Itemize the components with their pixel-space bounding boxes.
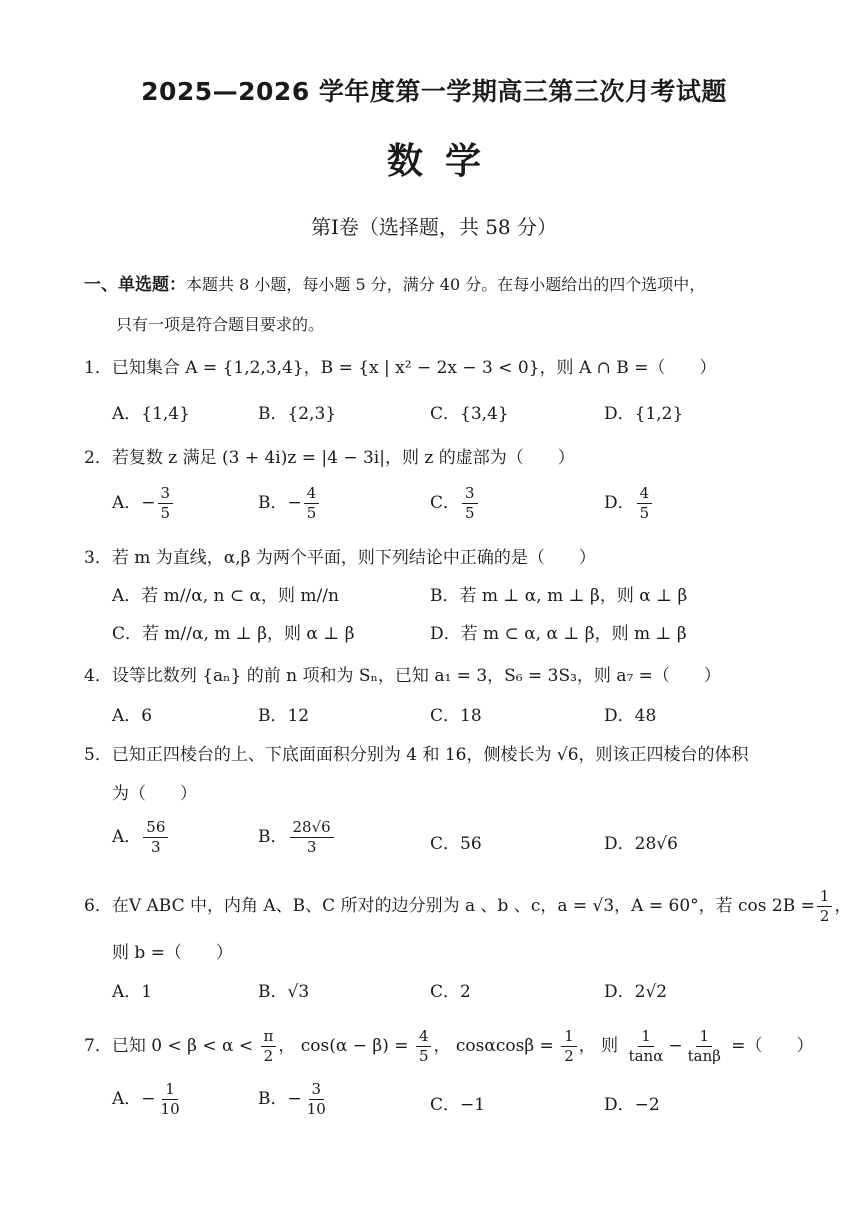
section-intro-2: 只有一项是符合题目要求的。: [116, 315, 325, 334]
numerator: 28√6: [290, 818, 334, 838]
denominator: 5: [160, 504, 171, 522]
question-number: 2．: [84, 448, 112, 468]
q5-stem-line2: 为（ ）: [112, 784, 197, 804]
option-label: C．: [430, 493, 461, 513]
q6-option-c: C．2: [430, 982, 471, 1002]
question-number: 3．: [84, 548, 112, 568]
q1-option-c: C．{3,4}: [430, 404, 509, 424]
numerator: 56: [143, 818, 168, 838]
subject-title: 数学: [386, 141, 503, 182]
q6-stem-line2: 则 b =（ ）: [112, 943, 233, 963]
q2-option-c: [430, 484, 480, 523]
part-title-text: 第Ⅰ卷（选择题，共 58 分）: [310, 215, 558, 239]
q5-option-b: [258, 818, 336, 857]
question-number: 4．: [84, 666, 112, 686]
numerator: 1: [561, 1027, 577, 1047]
q3-option-a: A．若 m//α, n ⊂ α，则 m//n: [112, 586, 339, 606]
q2-option-a: [112, 484, 175, 523]
q3-option-d: D．若 m ⊂ α, α ⊥ β，则 m ⊥ β: [430, 624, 687, 644]
fraction: [561, 1027, 577, 1066]
question-stem: 已知正四棱台的上、下底面面积分别为 4 和 16，侧棱长为 √6，则该正四棱台的体积: [111, 745, 749, 765]
q2-option-d: [604, 484, 654, 523]
denominator: 5: [418, 1047, 429, 1065]
fraction: [143, 818, 168, 857]
q1-option-a: A．{1,4}: [112, 404, 190, 424]
part-title: [0, 211, 868, 240]
section-intro-1: 本题共 8 小题，每小题 5 分，满分 40 分。在每小题给出的四个选项中，: [186, 275, 706, 294]
question-stem: 已知 0 < β < α <: [111, 1036, 254, 1056]
denominator: 2: [263, 1047, 274, 1065]
question-2: [84, 443, 575, 468]
q7-option-a: [112, 1080, 185, 1119]
question-7: 7．已知 0 < β < α < $\frac{\pi}{2}$ ， cos(α − β) = $\frac{4}{5}$ ， cosαcosβ = $\frac{1}{2}$ ， 则 $\frac{1}{\tan\alpha}$ − $\frac{1}{\tan\beta}$ =（ ）: [84, 1027, 814, 1065]
denominator: 3: [306, 838, 317, 856]
section-label: 一、单选题：: [84, 275, 186, 295]
denominator: 2: [564, 1047, 574, 1065]
option-label: B．: [258, 827, 288, 847]
denominator: 10: [160, 1100, 180, 1118]
fraction: [261, 1027, 277, 1066]
numerator: 1: [162, 1080, 178, 1100]
numerator: 3: [309, 1080, 325, 1100]
fraction: [685, 1027, 724, 1066]
fraction: [158, 1080, 183, 1119]
denominator: 2: [819, 907, 830, 925]
q1-option-b: B．{2,3}: [258, 404, 337, 424]
question-5: [84, 740, 749, 765]
q5-option-c: C．56: [430, 834, 482, 854]
q5-option-d: D．28√6: [604, 834, 678, 854]
denominator: 5: [306, 504, 317, 522]
option-label: B．: [258, 493, 288, 513]
denominator: tanα: [628, 1047, 664, 1065]
question-stem: 若 m 为直线，α,β 为两个平面，则下列结论中正确的是（ ）: [111, 548, 596, 568]
numerator: 1: [696, 1027, 712, 1047]
q6-option-d: D．2√2: [604, 982, 668, 1002]
sign: −: [287, 493, 302, 513]
option-label: A．: [112, 827, 142, 847]
question-stem: 已知集合 A = {1,2,3,4}，B = {x | x² − 2x − 3 < 0}，则 A ∩ B =（ ）: [111, 358, 717, 378]
numerator: π: [261, 1027, 277, 1047]
question-1: [84, 353, 716, 378]
denominator: 3: [151, 838, 161, 856]
numerator: 4: [304, 484, 320, 504]
q7-option-c: C．−1: [430, 1095, 486, 1115]
exam-title: 2025—2026 学年度第一学期高三第三次月考试题: [141, 77, 727, 106]
denominator: 5: [465, 504, 475, 522]
q4-option-c: C．18: [430, 706, 482, 726]
fraction: [416, 1027, 432, 1066]
fraction: [462, 484, 478, 523]
fraction: [304, 1080, 329, 1119]
question-number: 7．: [84, 1036, 112, 1056]
fraction: [158, 484, 174, 523]
fraction: [290, 818, 334, 857]
question-6: 6．在V ABC 中，内角 A、B、C 所对的边分别为 a 、b 、c，a = √3，A = 60°，若 cos 2B = $\frac{1}{2}$ ，: [84, 887, 852, 925]
section-heading: [84, 270, 705, 295]
denominator: tanβ: [687, 1047, 721, 1065]
sign: −: [287, 1089, 302, 1109]
q4-option-a: A．6: [112, 706, 153, 726]
question-number: 6．: [84, 896, 112, 916]
q5-option-a: [112, 818, 170, 857]
question-stem: 设等比数列 {aₙ} 的前 n 项和为 Sₙ，已知 a₁ = 3，S₆ = 3S₃，则 a₇ =（ ）: [111, 666, 721, 686]
numerator: 3: [462, 484, 478, 504]
q4-option-d: D．48: [604, 706, 657, 726]
fraction: [304, 484, 320, 523]
denominator: 5: [639, 504, 650, 522]
option-label: A．: [112, 1089, 142, 1109]
q1-option-d: D．{1,2}: [604, 404, 684, 424]
sign: −: [141, 493, 156, 513]
denominator: 10: [306, 1100, 326, 1118]
fraction: [817, 887, 833, 926]
q3-option-c: C．若 m//α, m ⊥ β，则 α ⊥ β: [112, 624, 355, 644]
option-label: D．: [604, 493, 635, 513]
option-label: A．: [112, 493, 142, 513]
question-stem: 在V ABC 中，内角 A、B、C 所对的边分别为 a 、b 、c，a = √3，A = 60°，若 cos 2B =: [111, 896, 815, 916]
numerator: 1: [638, 1027, 654, 1047]
numerator: 4: [416, 1027, 432, 1047]
fraction: [637, 484, 653, 523]
question-number: 5．: [84, 745, 112, 765]
question-3: [84, 543, 596, 568]
q6-option-b: B．√3: [258, 982, 310, 1002]
q7-option-b: [258, 1080, 331, 1119]
numerator: 3: [158, 484, 174, 504]
q6-option-a: A．1: [112, 982, 153, 1002]
q4-option-b: B．12: [258, 706, 310, 726]
question-stem: 若复数 z 满足 (3 + 4i)z = |4 − 3i|，则 z 的虚部为（ ）: [111, 448, 575, 468]
question-4: [84, 661, 721, 686]
q3-option-b: B．若 m ⊥ α, m ⊥ β，则 α ⊥ β: [430, 586, 688, 606]
fraction: [626, 1027, 667, 1066]
sign: −: [141, 1089, 156, 1109]
numerator: 4: [637, 484, 653, 504]
q2-option-b: [258, 484, 321, 523]
option-label: B．: [258, 1089, 288, 1109]
q7-option-d: D．−2: [604, 1095, 660, 1115]
question-number: 1．: [84, 358, 112, 378]
numerator: 1: [817, 887, 833, 907]
